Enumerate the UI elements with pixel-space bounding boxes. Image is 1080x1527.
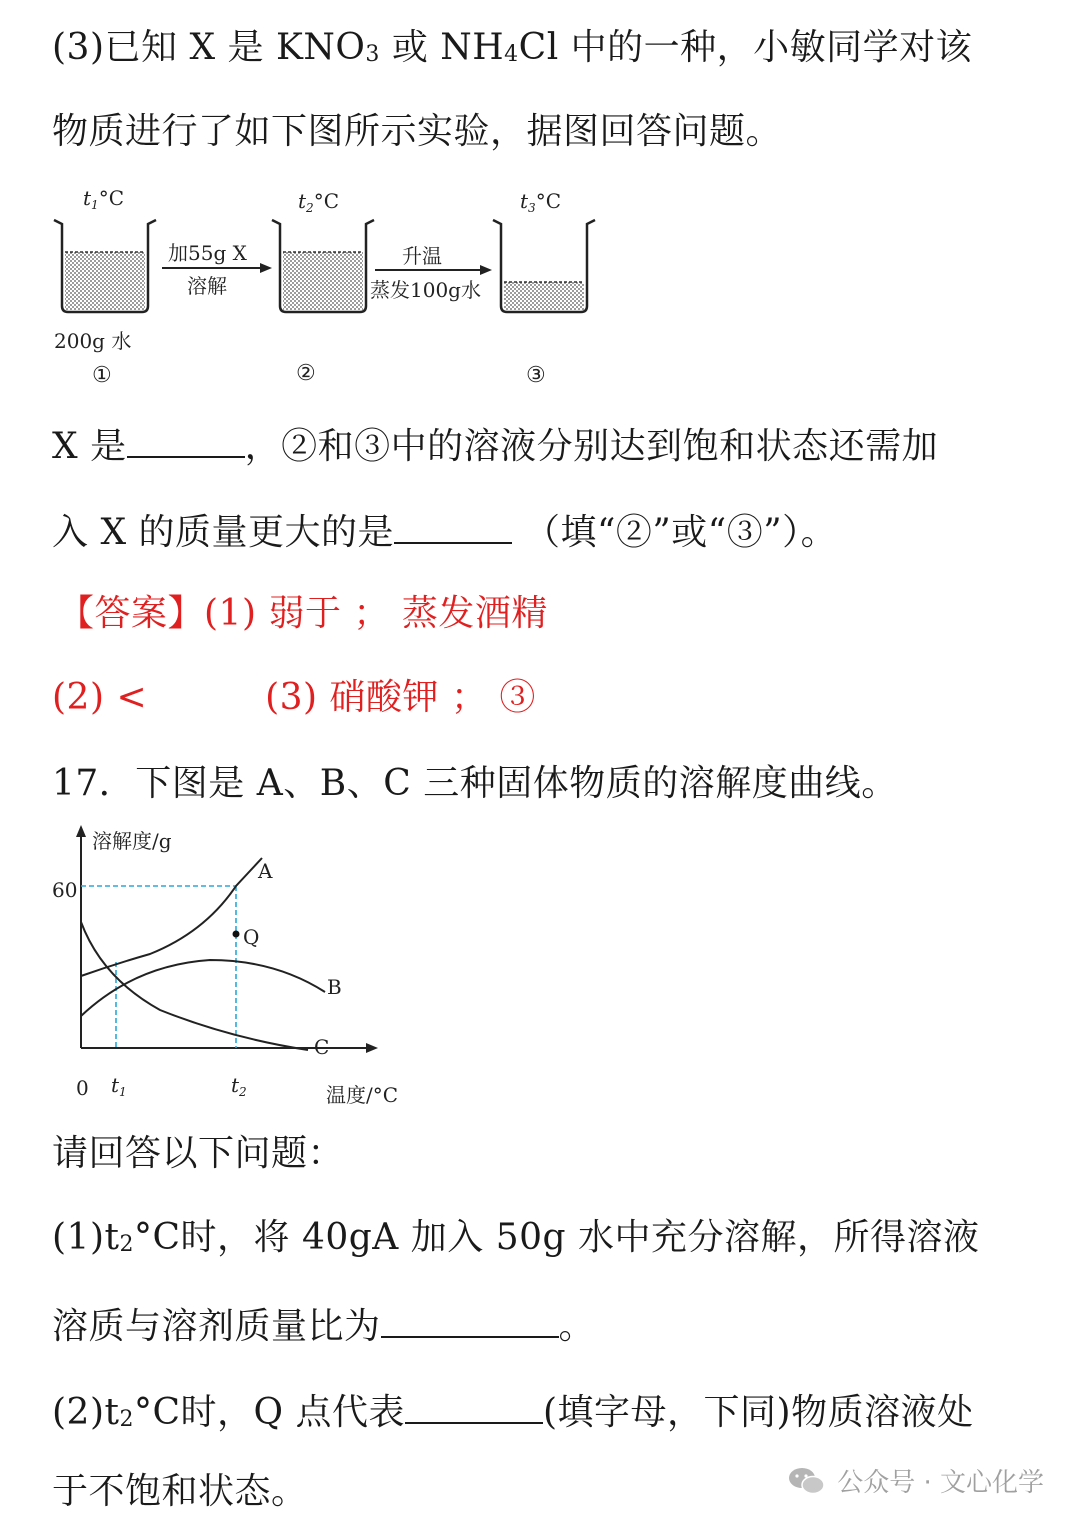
watermark-text: 公众号 · 文心化学 — [837, 1468, 1044, 1498]
q3-line-1: (3)已知 X 是 KNO3 或 NH4Cl 中的一种，小敏同学对该 — [52, 27, 973, 68]
answer-blank-1[interactable] — [127, 422, 245, 458]
q17-prompt: 请回答以下问题： — [52, 1133, 345, 1174]
temp-label-1: $t_1^\circ C$ — [83, 186, 124, 212]
curve-label-a: A — [258, 859, 273, 883]
beaker-label-1: ① — [92, 363, 112, 388]
svg-text:蒸发100g水: 蒸发100g水 — [370, 278, 481, 302]
curve-a — [81, 858, 262, 976]
q3-line-3: X 是 ，②和③中的溶液分别达到饱和状态还需加 — [52, 422, 938, 469]
answer-line-1: 【答案】(1) 弱于 ； 蒸发酒精 — [58, 593, 548, 634]
q17-part2-line2: 于不饱和状态。 — [52, 1471, 308, 1512]
q17-part2-line1: (2)t2°C时，Q 点代表 (填字母，下同)物质溶液处 — [52, 1388, 974, 1442]
solubility-chart — [40, 820, 420, 1115]
beaker-label-2: ② — [296, 361, 316, 386]
temp-label-2: $t_2^\circ C$ — [298, 189, 339, 215]
answer-blank-2[interactable] — [394, 508, 512, 544]
temp-label-3: $t_3^\circ C$ — [520, 189, 561, 215]
arrow-2 — [370, 244, 492, 302]
q17-part1-line2: 溶质与溶剂质量比为 。 — [52, 1302, 595, 1349]
point-q-label: Q — [243, 925, 260, 949]
q3-line-4: 入 X 的质量更大的是 （填“②”或“③”）。 — [52, 508, 837, 555]
curve-label-b: B — [327, 975, 342, 999]
q17-title: 17．下图是 A、B、C 三种固体物质的溶解度曲线。 — [52, 763, 898, 804]
q3-line-2: 物质进行了如下图所示实验，据图回答问题。 — [52, 111, 783, 152]
origin-label: 0 — [76, 1076, 89, 1100]
svg-text:升温: 升温 — [402, 244, 442, 268]
y-tick-60: 60 — [52, 878, 78, 902]
y-axis-arrow — [76, 825, 86, 837]
answer-line-2: (2) < (3) 硝酸钾 ； ③ — [52, 677, 536, 718]
arrow-1 — [162, 241, 272, 298]
answer-blank-4[interactable] — [405, 1388, 543, 1424]
curve-label-c: C — [314, 1035, 330, 1059]
watermark — [787, 1462, 1044, 1499]
curve-c — [81, 922, 308, 1050]
wechat-icon — [787, 1466, 827, 1496]
q17-part1-line1: (1)t2°C时，将 40gA 加入 50g 水中充分溶解，所得溶液 — [52, 1217, 980, 1258]
x-axis-label: 温度/°C — [326, 1083, 399, 1107]
svg-text:加55g X: 加55g X — [168, 241, 247, 265]
beaker-3 — [493, 220, 595, 312]
beaker-experiment-figure — [50, 180, 610, 395]
answer-blank-3[interactable] — [381, 1302, 559, 1338]
x-tick-t1: $t_1$ — [111, 1073, 127, 1099]
point-q — [233, 931, 240, 938]
x-tick-t2: $t_2$ — [231, 1073, 247, 1099]
beaker-label-3: ③ — [526, 363, 546, 388]
curve-b — [81, 960, 325, 1016]
y-axis-label: 溶解度/g — [92, 829, 172, 853]
water-label: 200g 水 — [54, 329, 132, 353]
beaker-2 — [272, 220, 374, 312]
beaker-1 — [54, 220, 156, 312]
svg-text:溶解: 溶解 — [187, 274, 227, 298]
x-axis-arrow — [366, 1043, 378, 1053]
